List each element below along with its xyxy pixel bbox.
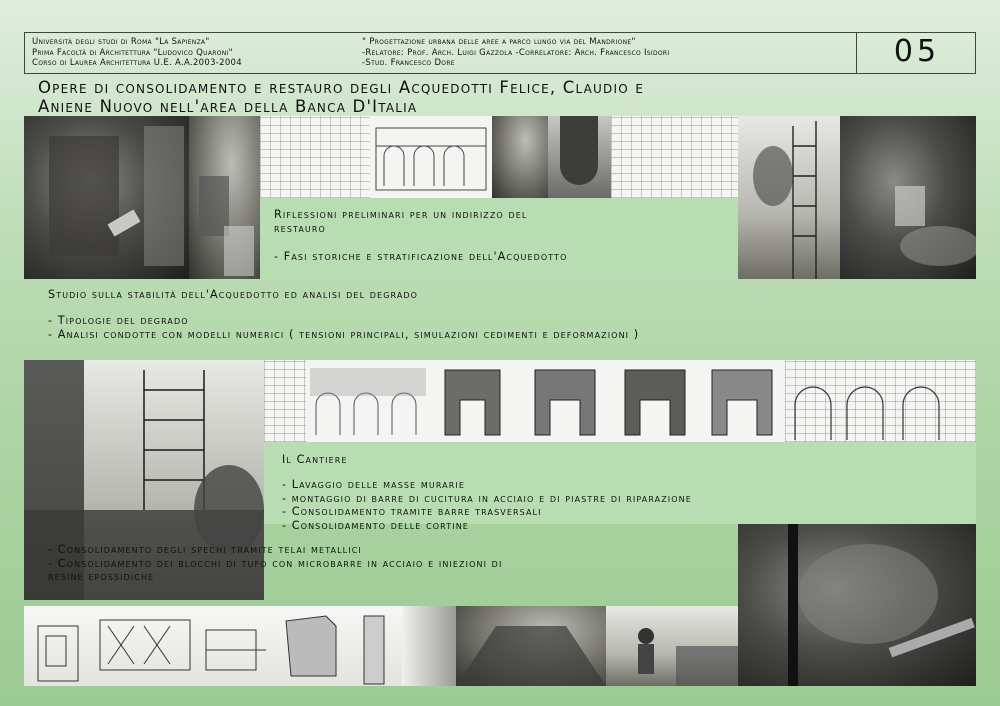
arch-structure-drawing bbox=[785, 360, 976, 442]
pier-lines bbox=[346, 606, 402, 686]
section1-heading-line: restauro bbox=[274, 221, 326, 235]
institution-line: Prima Facoltà di Architettura "Ludovico Quaroni" bbox=[32, 47, 233, 58]
wall-texture bbox=[24, 116, 189, 279]
list-item: - Consolidamento delle cortine bbox=[282, 518, 469, 532]
page-title bbox=[38, 78, 644, 116]
worker-photo bbox=[606, 606, 738, 686]
section-shape bbox=[548, 116, 611, 198]
masonry-stitching-drawing bbox=[94, 606, 196, 686]
wall-detail-drawing bbox=[24, 606, 94, 686]
institution-line: Università degli studi di Roma "La Sapienza" bbox=[32, 37, 210, 47]
stitching-lines bbox=[94, 606, 196, 686]
list-item: - Tipologie del degrado bbox=[48, 314, 189, 327]
institution-line: Corso di Laurea Architettura U.E. A.A.2003-2004 bbox=[32, 58, 242, 68]
scaffold-lines bbox=[738, 116, 840, 279]
excavation-scene bbox=[738, 524, 976, 686]
reinforcement-drawing bbox=[196, 606, 276, 686]
stress-shape-3 bbox=[700, 360, 785, 442]
wall-detail-lines bbox=[24, 606, 94, 686]
aqueduct-detail-photo bbox=[189, 116, 260, 279]
stress-model-1 bbox=[520, 360, 610, 442]
trench-scene bbox=[456, 606, 606, 686]
degradation-legend bbox=[264, 360, 306, 442]
stress-model-3 bbox=[700, 360, 785, 442]
list-item: - Consolidamento tramite barre trasversali bbox=[282, 505, 542, 518]
excavation-photo bbox=[738, 524, 976, 686]
project-line: " Progettazione urbana delle aree a parco lungo via del Mandrione" bbox=[362, 37, 636, 47]
degradation-map-drawing bbox=[306, 360, 430, 442]
project-line: -Stud. Francesco Dore bbox=[362, 58, 455, 68]
reinforcement-lines bbox=[196, 606, 276, 686]
section1-heading bbox=[274, 208, 527, 235]
section4-list bbox=[48, 543, 502, 584]
title-line: Aniene Nuovo nell'area della Banca D'Italia bbox=[38, 97, 418, 116]
institution-block bbox=[32, 37, 242, 69]
section3-heading: Il Cantiere bbox=[282, 453, 348, 466]
elevation-drawing bbox=[370, 116, 492, 198]
title-line: Opere di consolidamento e restauro degli Acquedotti Felice, Claudio e bbox=[38, 78, 645, 97]
block-section-drawing bbox=[276, 606, 346, 686]
section2-list bbox=[48, 314, 639, 341]
stress-shape-1 bbox=[520, 360, 610, 442]
stress-model-2 bbox=[610, 360, 700, 442]
sheet-number: 05 bbox=[893, 34, 941, 69]
list-item: - Analisi condotte con modelli numerici ( tensioni principali, simulazioni cedimenti e deformazioni ) bbox=[48, 327, 640, 341]
masonry-closeup-photo bbox=[840, 116, 976, 279]
cross-section-model bbox=[548, 116, 611, 198]
list-item: - Consolidamento degli spechi tramite telai metallici bbox=[48, 543, 362, 556]
stress-shape-2 bbox=[610, 360, 700, 442]
degradation-arches bbox=[306, 360, 430, 442]
detail-texture bbox=[189, 116, 260, 279]
block-section-lines bbox=[276, 606, 346, 686]
section3-list bbox=[282, 478, 692, 532]
masonry-texture bbox=[840, 116, 976, 279]
fem-mesh-model bbox=[430, 360, 520, 442]
header-divider bbox=[856, 32, 857, 74]
list-item: - Consolidamento dei blocchi di tufo con microbarre in acciaio e iniezioni di bbox=[48, 556, 503, 570]
project-line: -Relatore: Prof. Arch. Luigi Gazzola -Correlatore: Arch. Francesco Isidori bbox=[362, 47, 670, 58]
worker-scene bbox=[606, 606, 738, 686]
section1-item: - Fasi storiche e stratificazione dell'Acquedotto bbox=[274, 250, 568, 263]
aqueduct-wall-photo bbox=[24, 116, 189, 279]
trench-photo bbox=[456, 606, 606, 686]
list-item: resine epossidiche bbox=[48, 570, 155, 583]
historical-drawing-1 bbox=[260, 116, 370, 198]
pier-render bbox=[402, 606, 456, 686]
list-item: - montaggio di barre di cucitura in acciaio e di piastre di riparazione bbox=[282, 491, 692, 505]
pier-drawing bbox=[346, 606, 402, 686]
arch-structure-lines bbox=[785, 360, 976, 442]
project-block bbox=[362, 37, 669, 69]
cross-section-photo bbox=[492, 116, 548, 198]
section1-heading-line: Riflessioni preliminari per un indirizzo del bbox=[274, 208, 528, 221]
section2-heading: Studio sulla stabilità dell'Acquedotto ed analisi del degrado bbox=[48, 288, 419, 301]
site-plan-map bbox=[611, 116, 738, 198]
mesh-shape bbox=[430, 360, 520, 442]
arches-drawing bbox=[370, 116, 492, 198]
scaffolding-photo bbox=[738, 116, 840, 279]
list-item: - Lavaggio delle masse murarie bbox=[282, 478, 466, 491]
